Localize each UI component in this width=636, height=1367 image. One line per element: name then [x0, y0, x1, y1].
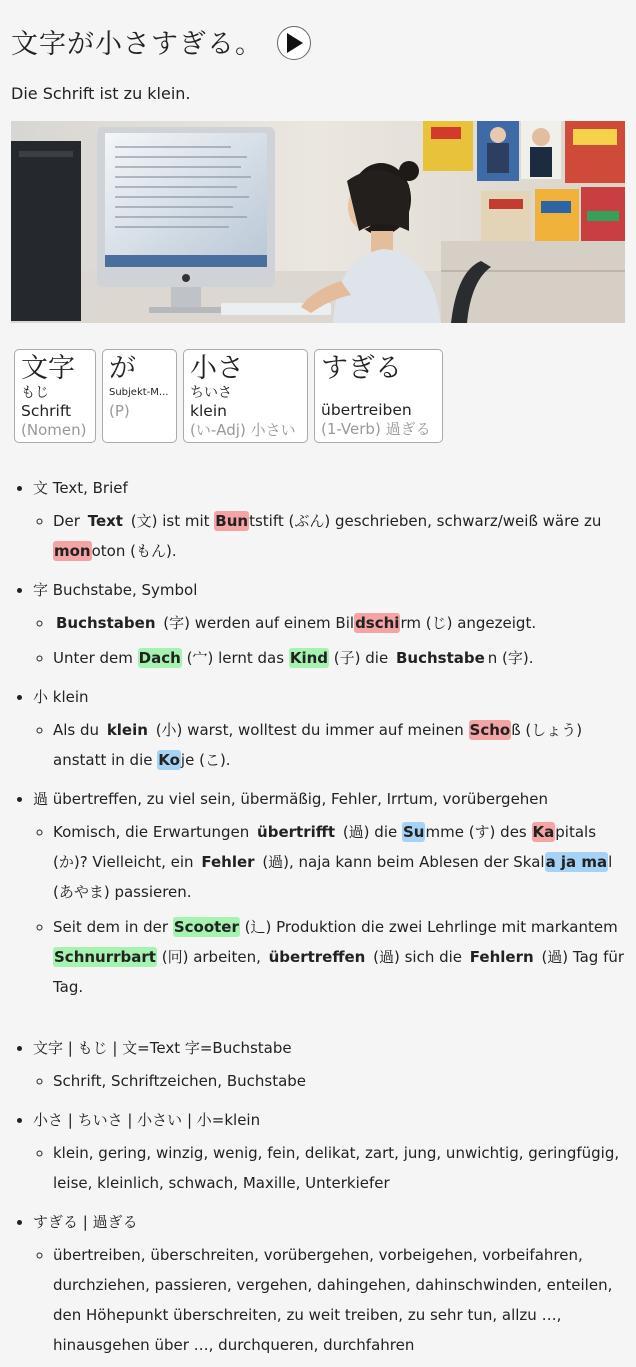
card-meaning: klein [190, 402, 227, 420]
vocab-entry [33, 1031, 625, 1103]
kanji-entry [33, 782, 625, 1009]
vocab-entry [33, 1205, 625, 1367]
mnemonic-example: ◦ Als du klein (小) warst, wolltest du immer auf meinen Schoß (しょう) anstatt in die Koje (こ). [53, 715, 625, 775]
card-part-of-speech: (い-Adj) 小さい [190, 421, 296, 439]
highlight-blue: Ko [158, 751, 180, 769]
highlight-green: Schnurrbart [54, 948, 156, 966]
highlight-blue: Su [403, 823, 425, 841]
keyword: Text [87, 512, 123, 530]
word-cards [14, 349, 625, 443]
highlight-red: Scho [469, 721, 511, 739]
highlight-red: Bun [215, 512, 249, 530]
mnemonic-example: ◦ Seit dem in der Scooter (⻌) Produktion die zwei Lehrlinge mit markantem Schnurrbart (冋) arbeiten, übertreffen (過) sich die Fehlern (過) Tag für Tag. [53, 912, 625, 1002]
card-part-of-speech: (P) [109, 402, 130, 420]
mnemonic-example: ◦ Komisch, die Erwartungen übertrifft (過) die Summe (す) des Kapitals (か)? Vielleicht, ein Fehler (過), naja kann beim Ablesen der Skala ja mal (あやま) passieren. [53, 817, 625, 907]
vocabulary-list [11, 1031, 625, 1367]
keyword: Buchstaben [56, 614, 156, 632]
play-audio-button[interactable] [277, 26, 311, 60]
vocab-heading: 文字 | もじ | 文=Text 字=Buchstabe [33, 1039, 292, 1057]
sentence-translation: Die Schrift ist zu klein. [11, 84, 191, 103]
kanji-mnemonics-list [11, 471, 625, 1009]
kanji-heading: 小 klein [33, 688, 89, 706]
card-reading: ちいさ [190, 385, 232, 401]
keyword: übertrifft [257, 823, 336, 841]
kanji-entry [33, 680, 625, 782]
card-meaning: Schrift [21, 402, 72, 420]
highlight-red: mon [54, 542, 91, 560]
kanji-heading: 字 Buchstabe, Symbol [33, 581, 198, 599]
play-icon [284, 32, 304, 54]
card-meaning: übertreiben [321, 401, 412, 419]
vocab-entry [33, 1103, 625, 1205]
keyword: klein [106, 721, 148, 739]
keyword: übertreffen [268, 948, 366, 966]
keyword: Fehler [201, 853, 255, 871]
illustration-image [11, 121, 625, 323]
highlight-green: Dach [138, 649, 181, 667]
keyword: Fehlern [469, 948, 534, 966]
highlight-green: Scooter [173, 918, 239, 936]
sentence-title: 文字が小さすぎる。 [11, 28, 263, 60]
vocab-meaning: ◦ klein, gering, winzig, wenig, fein, delikat, zart, jung, unwichtig, geringfügig, leise, kleinlich, schwach, Maxille, Unterkiefer [53, 1138, 625, 1198]
highlight-green: Kind [289, 649, 329, 667]
word-card[interactable] [102, 349, 177, 443]
card-part-of-speech: (Nomen) [21, 421, 87, 439]
mnemonic-example: ◦ Der Text (文) ist mit Buntstift (ぶん) geschrieben, schwarz/weiß wäre zu monoton (もん). [53, 506, 625, 566]
card-reading: もじ [21, 385, 49, 401]
vocab-heading: すぎる | 過ぎる [33, 1213, 138, 1231]
card-kanji: すぎる [321, 353, 402, 384]
kanji-entry [33, 471, 625, 573]
word-card[interactable] [183, 349, 308, 443]
card-kanji: 文字 [21, 353, 75, 384]
word-card[interactable] [14, 349, 96, 443]
card-reading [321, 384, 436, 401]
vocab-meaning: ◦ übertreiben, überschreiten, vorübergehen, vorbeigehen, vorbeifahren, durchziehen, passieren, vergehen, dahingehen, dahinschwinden, enteilen, den Höhepunkt überschreiten, zu weit treiben, zu sehr tun, allzu …, hinausgehen über …, durchqueren, durchfahren [53, 1240, 625, 1360]
highlight-blue: a ja ma [545, 853, 608, 871]
mnemonic-example: ◦ Buchstaben (字) werden auf einem Bildschirm (じ) angezeigt. [53, 608, 625, 638]
word-card[interactable] [314, 349, 443, 443]
card-part-of-speech: (1-Verb) 過ぎる [321, 420, 431, 438]
highlight-red: Ka [532, 823, 555, 841]
kanji-entry [33, 573, 625, 680]
vocab-meaning: ◦ Schrift, Schriftzeichen, Buchstabe [53, 1066, 625, 1096]
header [11, 0, 625, 82]
kanji-heading: 文 Text, Brief [33, 479, 128, 497]
mnemonic-example: ◦ Unter dem Dach (宀) lernt das Kind (子) die Buchstabe n (字). [53, 643, 625, 673]
vocab-heading: 小さ | ちいさ | 小さい | 小=klein [33, 1111, 261, 1129]
card-reading: Subjekt-M... [109, 387, 169, 398]
highlight-red: dschi [355, 614, 400, 632]
kanji-heading: 過 übertreffen, zu viel sein, übermäßig, Fehler, Irrtum, vorübergehen [33, 790, 549, 808]
keyword: Buchstabe [395, 649, 485, 667]
card-kanji: が [109, 353, 136, 384]
card-kanji: 小さ [190, 353, 244, 384]
